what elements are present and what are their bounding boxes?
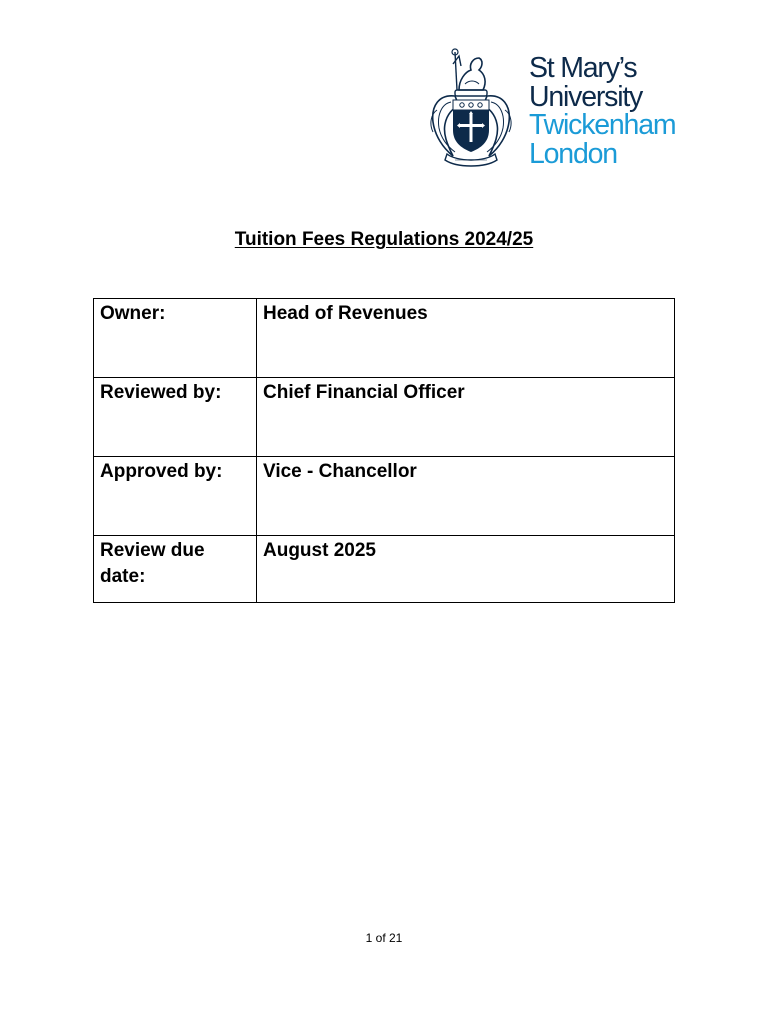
logo-line-4: London xyxy=(529,137,617,170)
owner-value: Head of Revenues xyxy=(257,299,675,378)
approved-by-label: Approved by: xyxy=(94,457,257,536)
table-row xyxy=(94,536,675,603)
approved-by-value: Vice - Chancellor xyxy=(257,457,675,536)
review-due-date-label: Review due date: xyxy=(94,536,257,603)
logo-line-1: St Mary’s xyxy=(529,52,637,84)
logo-line-3: Twickenham xyxy=(529,109,676,141)
table-row xyxy=(94,457,675,536)
document-info-table xyxy=(93,298,675,603)
review-due-date-value: August 2025 xyxy=(257,536,675,603)
university-logo-text xyxy=(529,54,675,168)
page-number: 1 of 21 xyxy=(365,931,403,945)
reviewed-by-value: Chief Financial Officer xyxy=(257,378,675,457)
reviewed-by-label: Reviewed by: xyxy=(94,378,257,457)
university-crest-icon xyxy=(425,44,517,172)
table-row xyxy=(94,378,675,457)
owner-label: Owner: xyxy=(94,299,257,378)
document-title: Tuition Fees Regulations 2024/25 xyxy=(234,229,534,250)
logo-line-2: University xyxy=(529,80,643,113)
table-row xyxy=(94,299,675,378)
